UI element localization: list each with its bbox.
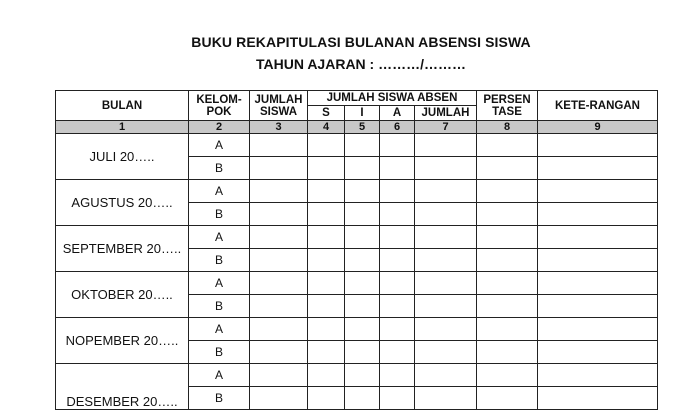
cell-persentase[interactable] bbox=[477, 226, 538, 249]
header-sakit: S bbox=[308, 106, 345, 121]
cell-persentase[interactable] bbox=[477, 180, 538, 203]
cell-izin[interactable] bbox=[345, 341, 380, 364]
column-number: 3 bbox=[250, 121, 308, 134]
group-label: A bbox=[189, 364, 250, 387]
cell-alpa[interactable] bbox=[380, 180, 415, 203]
attendance-recap-table bbox=[55, 90, 658, 410]
month-label: AGUSTUS 20….. bbox=[56, 180, 189, 226]
table-row bbox=[56, 318, 658, 341]
group-label: A bbox=[189, 226, 250, 249]
cell-sakit[interactable] bbox=[308, 272, 345, 295]
cell-sakit[interactable] bbox=[308, 157, 345, 180]
group-label: B bbox=[189, 387, 250, 410]
header-kelompok-line2: POK bbox=[206, 105, 232, 118]
column-number: 4 bbox=[308, 121, 345, 134]
cell-sakit[interactable] bbox=[308, 249, 345, 272]
month-rows bbox=[56, 134, 658, 410]
month-label: SEPTEMBER 20….. bbox=[56, 226, 189, 272]
cell-jumlah-absen[interactable] bbox=[415, 157, 477, 180]
month-label: OKTOBER 20….. bbox=[56, 272, 189, 318]
cell-persentase[interactable] bbox=[477, 249, 538, 272]
group-label: B bbox=[189, 203, 250, 226]
academic-year-subtitle: TAHUN AJARAN : ………/……… bbox=[256, 56, 466, 72]
cell-keterangan[interactable] bbox=[538, 180, 658, 203]
column-number: 1 bbox=[56, 121, 189, 134]
header-kelompok bbox=[189, 91, 250, 121]
cell-keterangan[interactable] bbox=[538, 157, 658, 180]
header-persentase-line1: PERSEN bbox=[483, 93, 531, 106]
cell-keterangan[interactable] bbox=[538, 226, 658, 249]
header-jumlah-siswa-line1: JUMLAH bbox=[254, 93, 303, 106]
cell-jumlah-absen[interactable] bbox=[415, 272, 477, 295]
month-label: DESEMBER 20….. bbox=[56, 364, 189, 410]
cell-alpa[interactable] bbox=[380, 272, 415, 295]
table-row bbox=[56, 272, 658, 295]
cell-izin[interactable] bbox=[345, 203, 380, 226]
cell-alpa[interactable] bbox=[380, 203, 415, 226]
header-jumlah-siswa-line2: SISWA bbox=[259, 105, 298, 118]
group-label: B bbox=[189, 157, 250, 180]
column-number: 8 bbox=[477, 121, 538, 134]
cell-jumlah-absen[interactable] bbox=[415, 318, 477, 341]
cell-izin[interactable] bbox=[345, 134, 380, 157]
cell-jumlah-absen[interactable] bbox=[415, 180, 477, 203]
group-label: A bbox=[189, 134, 250, 157]
cell-jumlah-siswa[interactable] bbox=[250, 226, 308, 249]
cell-sakit[interactable] bbox=[308, 134, 345, 157]
cell-jumlah-absen[interactable] bbox=[415, 295, 477, 318]
table-row bbox=[56, 180, 658, 203]
cell-izin[interactable] bbox=[345, 272, 380, 295]
cell-alpa[interactable] bbox=[380, 295, 415, 318]
header-jumlah-siswa-absen: JUMLAH SISWA ABSEN bbox=[308, 91, 477, 106]
month-label: NOPEMBER 20….. bbox=[56, 318, 189, 364]
cell-sakit[interactable] bbox=[308, 295, 345, 318]
column-number: 7 bbox=[415, 121, 477, 134]
cell-jumlah-siswa[interactable] bbox=[250, 272, 308, 295]
cell-alpa[interactable] bbox=[380, 134, 415, 157]
cell-sakit[interactable] bbox=[308, 318, 345, 341]
cell-keterangan[interactable] bbox=[538, 318, 658, 341]
column-number-row bbox=[56, 121, 658, 134]
group-label: A bbox=[189, 180, 250, 203]
cell-jumlah-absen[interactable] bbox=[415, 249, 477, 272]
cell-jumlah-siswa[interactable] bbox=[250, 134, 308, 157]
cell-keterangan[interactable] bbox=[538, 249, 658, 272]
cell-jumlah-absen[interactable] bbox=[415, 203, 477, 226]
column-number: 9 bbox=[538, 121, 658, 134]
cell-sakit[interactable] bbox=[308, 341, 345, 364]
header-kelompok-line1: KELOM- bbox=[196, 93, 242, 106]
cell-sakit[interactable] bbox=[308, 203, 345, 226]
cell-jumlah-siswa[interactable] bbox=[250, 203, 308, 226]
header-persentase-line2: TASE bbox=[492, 105, 522, 118]
header-persentase bbox=[477, 91, 538, 121]
cell-jumlah-siswa[interactable] bbox=[250, 249, 308, 272]
cell-persentase[interactable] bbox=[477, 318, 538, 341]
cell-keterangan[interactable] bbox=[538, 134, 658, 157]
cell-alpa[interactable] bbox=[380, 387, 415, 410]
cell-keterangan[interactable] bbox=[538, 272, 658, 295]
cell-sakit[interactable] bbox=[308, 226, 345, 249]
column-number: 6 bbox=[380, 121, 415, 134]
cell-keterangan[interactable] bbox=[538, 341, 658, 364]
cell-alpa[interactable] bbox=[380, 341, 415, 364]
cell-jumlah-siswa[interactable] bbox=[250, 318, 308, 341]
cell-persentase[interactable] bbox=[477, 157, 538, 180]
header-bulan: BULAN bbox=[56, 91, 189, 121]
cell-alpa[interactable] bbox=[380, 318, 415, 341]
group-label: A bbox=[189, 272, 250, 295]
cell-persentase[interactable] bbox=[477, 364, 538, 387]
cell-jumlah-absen[interactable] bbox=[415, 134, 477, 157]
header-alpa: A bbox=[380, 106, 415, 121]
cell-jumlah-siswa[interactable] bbox=[250, 364, 308, 387]
cell-izin[interactable] bbox=[345, 157, 380, 180]
cell-keterangan[interactable] bbox=[538, 295, 658, 318]
cell-persentase[interactable] bbox=[477, 295, 538, 318]
cell-izin[interactable] bbox=[345, 226, 380, 249]
cell-persentase[interactable] bbox=[477, 341, 538, 364]
header-izin: I bbox=[345, 106, 380, 121]
cell-sakit[interactable] bbox=[308, 364, 345, 387]
cell-keterangan[interactable] bbox=[538, 387, 658, 410]
cell-jumlah-siswa[interactable] bbox=[250, 157, 308, 180]
group-label: A bbox=[189, 318, 250, 341]
table-row bbox=[56, 226, 658, 249]
cell-izin[interactable] bbox=[345, 387, 380, 410]
cell-izin[interactable] bbox=[345, 318, 380, 341]
header-jumlah-absen: JUMLAH bbox=[415, 106, 477, 121]
cell-izin[interactable] bbox=[345, 364, 380, 387]
table-row bbox=[56, 364, 658, 387]
cell-jumlah-siswa[interactable] bbox=[250, 295, 308, 318]
group-label: B bbox=[189, 295, 250, 318]
cell-alpa[interactable] bbox=[380, 226, 415, 249]
cell-alpa[interactable] bbox=[380, 364, 415, 387]
cell-keterangan[interactable] bbox=[538, 364, 658, 387]
cell-izin[interactable] bbox=[345, 249, 380, 272]
cell-izin[interactable] bbox=[345, 295, 380, 318]
cell-persentase[interactable] bbox=[477, 203, 538, 226]
cell-jumlah-siswa[interactable] bbox=[250, 341, 308, 364]
column-number: 2 bbox=[189, 121, 250, 134]
cell-persentase[interactable] bbox=[477, 387, 538, 410]
cell-jumlah-absen[interactable] bbox=[415, 387, 477, 410]
cell-jumlah-absen[interactable] bbox=[415, 341, 477, 364]
cell-keterangan[interactable] bbox=[538, 203, 658, 226]
month-label: JULI 20….. bbox=[56, 134, 189, 180]
header-jumlah-siswa bbox=[250, 91, 308, 121]
cell-alpa[interactable] bbox=[380, 249, 415, 272]
header-keterangan: KETE-RANGAN bbox=[538, 91, 658, 121]
cell-persentase[interactable] bbox=[477, 134, 538, 157]
group-label: B bbox=[189, 249, 250, 272]
group-label: B bbox=[189, 341, 250, 364]
cell-jumlah-siswa[interactable] bbox=[250, 180, 308, 203]
header-row-1 bbox=[56, 91, 658, 106]
cell-izin[interactable] bbox=[345, 180, 380, 203]
cell-alpa[interactable] bbox=[380, 157, 415, 180]
cell-persentase[interactable] bbox=[477, 272, 538, 295]
document-title: BUKU REKAPITULASI BULANAN ABSENSI SISWA bbox=[191, 34, 531, 50]
cell-jumlah-absen[interactable] bbox=[415, 364, 477, 387]
table-row bbox=[56, 134, 658, 157]
cell-jumlah-absen[interactable] bbox=[415, 226, 477, 249]
cell-sakit[interactable] bbox=[308, 387, 345, 410]
cell-jumlah-siswa[interactable] bbox=[250, 387, 308, 410]
cell-sakit[interactable] bbox=[308, 180, 345, 203]
column-number: 5 bbox=[345, 121, 380, 134]
